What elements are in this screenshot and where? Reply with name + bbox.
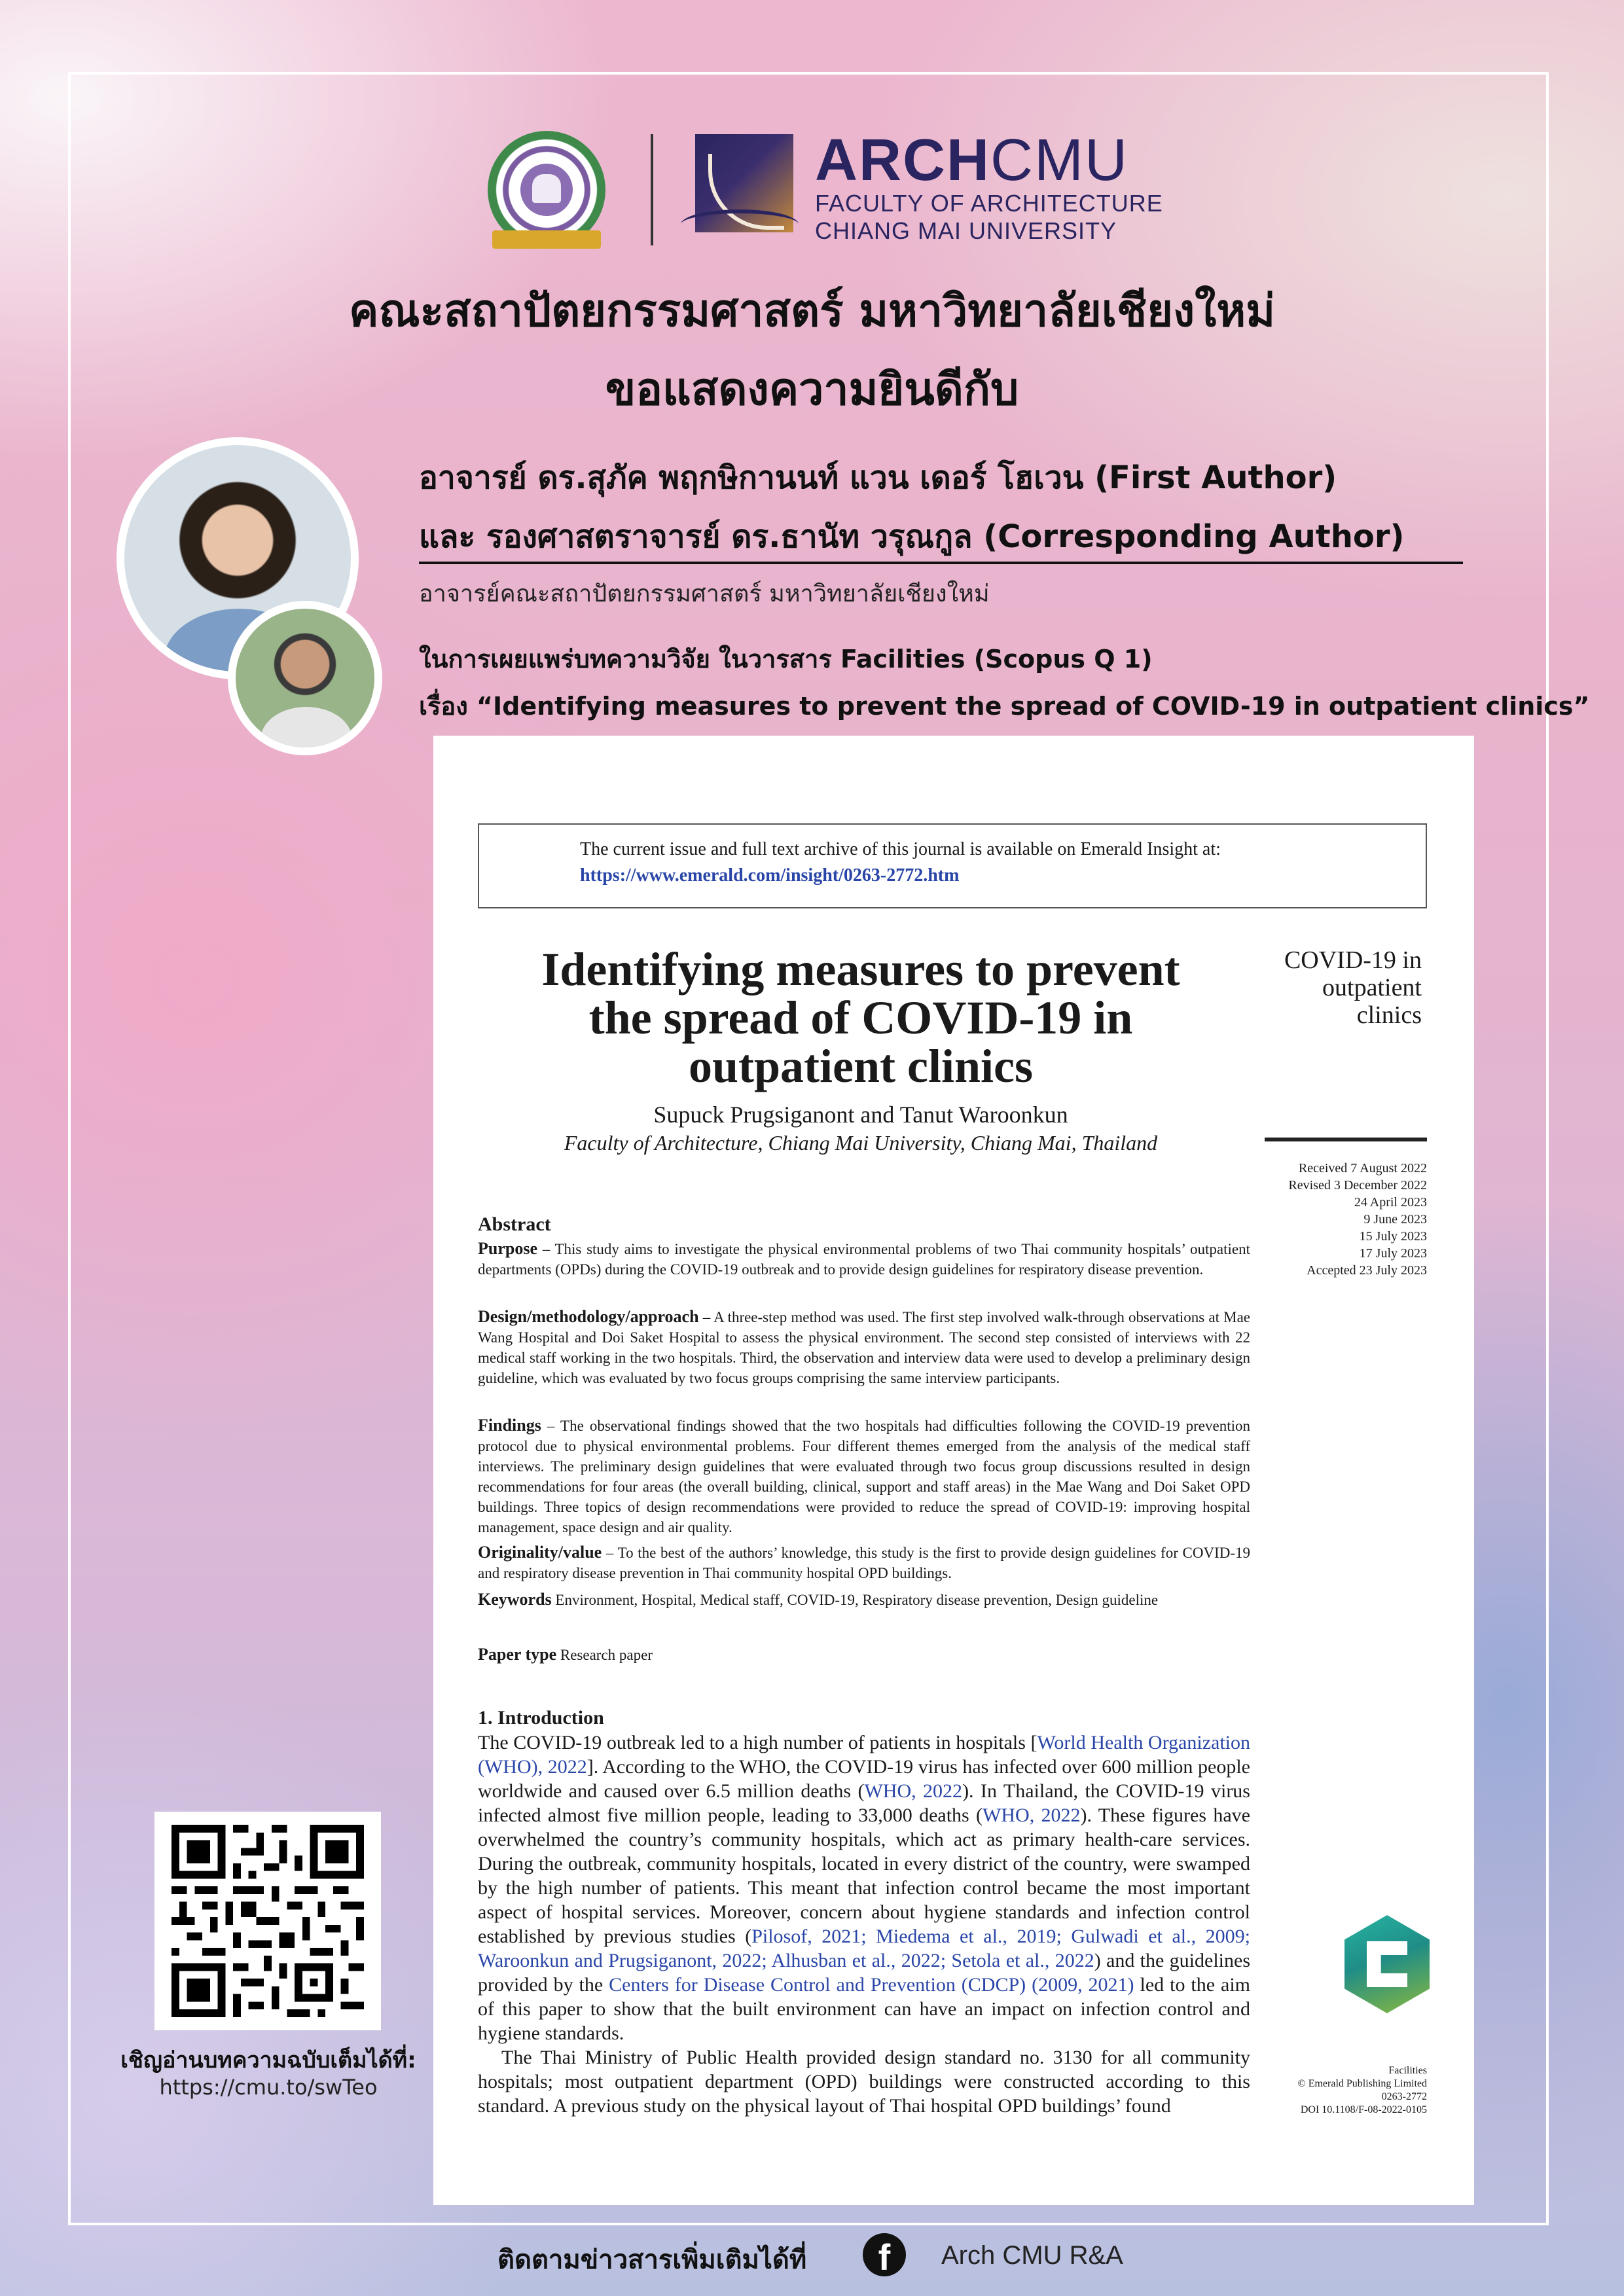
margin-rule <box>1265 1138 1427 1141</box>
qr-code[interactable] <box>154 1812 381 2030</box>
headline-faculty: คณะสถาปัตยกรรมศาสตร์ มหาวิทยาลัยเชียงใหม่ <box>348 285 1276 337</box>
seal-ribbon <box>492 230 601 249</box>
logo-divider <box>651 134 653 245</box>
first-author-name: อาจารย์ ดร.สุภัค พฤกษิกานนท์ แวน เดอร์ โฮเวน (First Author) <box>419 459 1337 496</box>
running-head: COVID-19 in outpatient clinics <box>1284 946 1422 1029</box>
facebook-icon[interactable]: f <box>863 2233 906 2276</box>
emerald-link[interactable]: https://www.emerald.com/insight/0263-2772.htm <box>580 865 960 886</box>
facebook-page-name[interactable]: Arch CMU R&A <box>941 2241 1123 2270</box>
corresponding-author-name: และ รองศาสตราจารย์ ดร.ธานัท วรุณกูล (Corresponding Author) <box>419 518 1405 555</box>
journal-line: ในการเผยแพร่บทความวิจัย ในวารสาร Facilities (Scopus Q 1) <box>419 645 1153 673</box>
corresponding-author-photo <box>228 601 382 755</box>
abstract-design: Design/methodology/approach – A three-step method was used. The first step involved walk-through observations at Mae Wang Hospital and Doi Saket Hospital to assess the physical environment. The second step consisted of interviews with 22 medical staff working in the two hospitals. Third, the observation and interview data were used to develop a preliminary design guideline, which was evaluated by two focus groups comprising the same interview participants. <box>478 1307 1250 1386</box>
paper-authors: Supuck Prugsiganont and Tanut Waroonkun <box>653 1102 1068 1128</box>
introduction-heading: 1. Introduction <box>478 1707 604 1729</box>
abstract-originality: Originality/value – To the best of the authors’ knowledge, this study is the first to provide design guidelines for COVID-19 and respiratory disease prevention in Thai community hospital OPD buildings. <box>478 1543 1250 1581</box>
article-title-line: เรื่อง “Identifying measures to prevent the spread of COVID-19 in outpatient clinics” <box>419 692 1590 721</box>
paper-preview <box>433 736 1474 2205</box>
author-underline <box>419 562 1463 564</box>
paper-affiliation: Faculty of Architecture, Chiang Mai University, Chiang Mai, Thailand <box>564 1131 1158 1155</box>
qr-url-link[interactable]: https://cmu.to/swTeo <box>159 2075 378 2100</box>
journal-footer-info: Facilities © Emerald Publishing Limited 0263-2772 DOI 10.1108/F-08-2022-0105 <box>1297 2065 1427 2115</box>
author-affiliation: อาจารย์คณะสถาปัตยกรรมศาสตร์ มหาวิทยาลัยเชียงใหม่ <box>419 581 990 607</box>
paper-title: Identifying measures to prevent the spread of COVID-19 in outpatient clinics <box>541 943 1180 1092</box>
emerald-logo <box>1344 1915 1430 2013</box>
archcmu-swoosh <box>681 209 799 240</box>
qr-caption: เชิญอ่านบทความฉบับเต็มได้ที่: <box>120 2047 416 2073</box>
emerald-info-text: The current issue and full text archive of this journal is available on Emerald Insight at: <box>580 839 1221 859</box>
abstract-purpose: Purpose – This study aims to investigate the physical environmental problems of two Thai community hospitals’ outpatient departments (OPDs) during the COVID-19 outbreak and to provide design guidelines for respiratory disease prevention. <box>478 1239 1250 1278</box>
abstract-heading: Abstract <box>478 1213 551 1235</box>
introduction-text: The COVID-19 outbreak led to a high number of patients in hospitals [World Health Organization (WHO), 2022]. According to the WHO, the COVID-19 virus has infected over 600 million people worldwide and caused over 6.5 million deaths (WHO, 2022). In Thailand, the COVID-19 virus infected almost five million people, leading to 33,000 deaths (WHO, 2022). These figures have overwhelmed the country’s community hospitals, which act as primary health-care services. During the outbreak, community hospitals, located in every district of the country, were swamped by the high number of patients. This meant that infection control became the most important aspect of hospital services. Moreover, concern about hygiene standards and infection control established by previous studies (Pilosof, 2021; Miedema et al., 2019; Gulwadi et al., 2009; Waroonkun and Prugsiganont, 2022; Alhusban et al., 2022; Setola et al., 2022) and the guidelines provided by the Centers for Disease Control and Prevention (CDCP) (2009, 2021) led to the aim of this paper to show that the built environment can have an impact on infection control and hygiene standards. The Thai Ministry of Public Health provided design standard no. 3130 for all community hospitals; most outpatient department (OPD) buildings were constructed according to this standard. A previous study on the physical layout of Thai hospital OPD buildings’ found <box>478 1732 1250 2117</box>
paper-type: Paper type Research paper <box>478 1645 653 1664</box>
archcmu-wordmark: ARCHCMU FACULTY OF ARCHITECTURE CHIANG MAI UNIVERSITY <box>815 128 1163 244</box>
headline-congrats: ขอแสดงความยินดีกับ <box>605 364 1019 416</box>
keywords: Keywords Environment, Hospital, Medical staff, COVID-19, Respiratory disease prevention, Design guideline <box>478 1590 1159 1609</box>
received-dates: Received 7 August 2022 Revised 3 December 2022 24 April 2023 9 June 2023 15 July 2023 17 July 2023 Accepted 23 July 2023 <box>1288 1161 1427 1278</box>
follow-text: ติดตามข่าวสารเพิ่มเติมได้ที่ <box>497 2245 807 2275</box>
abstract-findings: Findings – The observational findings showed that the two hospitals had difficulties following the COVID-19 prevention protocol due to physical environmental problems. Four different themes emerged from the analysis of the medical staff interviews. The preliminary design guidelines that were evaluated through two focus group discussions resulted in design recommendations for four areas (the overall building, clinical, support and staff areas) in the Mae Wang and Doi Saket OPD buildings. Three topics of design recommendations were provided to reduce the spread of COVID-19: improving hospital management, space design and air quality. <box>478 1416 1250 1535</box>
